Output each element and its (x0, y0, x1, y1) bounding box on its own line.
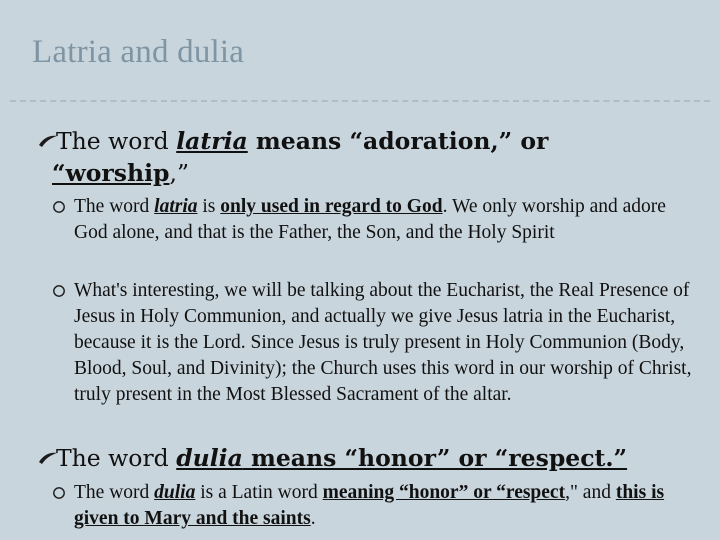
text-segment: The word (56, 444, 177, 472)
swoosh-bullet-icon (38, 134, 58, 148)
bullet-latria-cont (52, 158, 712, 188)
bullet-dulia (38, 443, 698, 473)
hollow-circle-bullet-icon (52, 486, 66, 500)
term-latria: latria (154, 196, 198, 217)
text-segment: means “adoration,” or (247, 127, 549, 155)
term-worship: “worship (52, 159, 170, 187)
emphasis-honor-respect: meaning “honor” or “respect (322, 482, 566, 503)
text-segment: The word (56, 127, 177, 155)
hollow-circle-bullet-icon (52, 284, 66, 298)
swoosh-bullet-icon (38, 451, 58, 465)
text-segment: . (310, 508, 316, 529)
sub-bullet-text: What's interesting, we will be talking about the Eucharist, the Real Presence of Jesus in Holy Communion, and actually we give Jesus latria in the Eucharist, because it is the Lord. Since Jesus is truly present in Holy Communion (Body, Blood, Soul, and Divinity); the Church uses this word in our worship of Christ, truly present in the Most Blessed Sacrament of the altar. (74, 280, 692, 405)
sub-bullet-dulia (52, 480, 702, 532)
sub-bullet-text (52, 194, 702, 246)
text-segment: is (197, 196, 221, 217)
slide-title: Latria and dulia (32, 34, 245, 70)
term-latria: latria (176, 127, 248, 155)
text-segment: ,” (169, 159, 189, 187)
title-divider (10, 100, 710, 102)
sub-bullet-text (52, 480, 702, 532)
text-line (52, 159, 189, 187)
term-dulia: dulia (176, 444, 243, 472)
emphasis-mary-saints: this is given to Mary and the saints (74, 482, 665, 529)
sub-bullet-latria-god (52, 194, 702, 246)
bullet-latria-text (38, 126, 698, 156)
bullet-dulia-text (38, 443, 698, 473)
sub-bullet-eucharist (52, 278, 702, 408)
text-segment: The word (74, 196, 155, 217)
text-segment: The word (74, 482, 155, 503)
term-dulia: dulia (154, 482, 196, 503)
text-segment: ," and (565, 482, 616, 503)
bullet-latria (38, 126, 698, 156)
text-segment: . We only worship and adore God alone, and that is the Father, the Son, and the Holy Spirit (74, 196, 666, 243)
emphasis-god: only used in regard to God (220, 196, 443, 217)
hollow-circle-bullet-icon (52, 200, 66, 214)
text-segment: means “honor” or “respect.” (242, 444, 628, 472)
text-segment: is a Latin word (195, 482, 323, 503)
